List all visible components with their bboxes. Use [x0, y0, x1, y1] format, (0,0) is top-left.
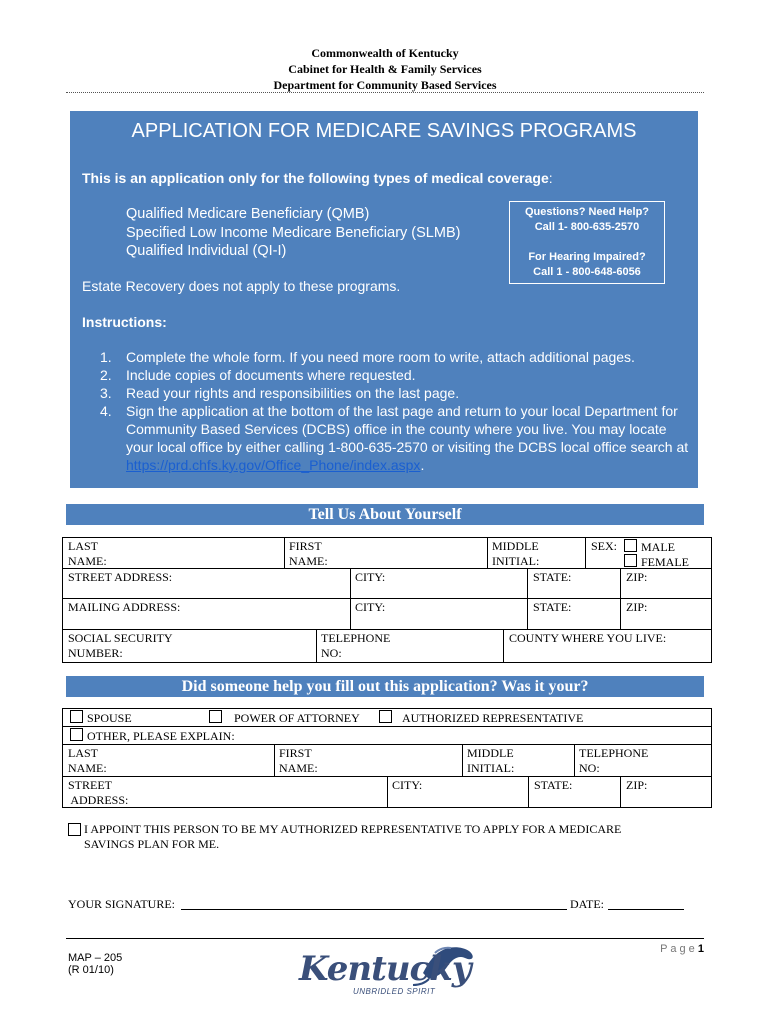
date-line[interactable]: [608, 909, 684, 910]
help-phone: Call 1- 800-635-2570: [534, 221, 640, 233]
helper-state-field[interactable]: STATE:: [534, 778, 573, 792]
instruction-item: 2. Include copies of documents where requested.: [100, 367, 416, 383]
page-indicator: P a g e 1: [660, 943, 704, 955]
header-divider: [66, 92, 704, 93]
section-heading-helper: Did someone help you fill out this application? Was it your?: [66, 676, 704, 697]
program-qi: Qualified Individual (QI-I): [126, 243, 287, 259]
applicant-info-form: [62, 537, 712, 663]
authorized-rep-checkbox[interactable]: [379, 710, 392, 723]
form-revision: (R 01/10): [68, 964, 114, 976]
date-label: DATE:: [570, 897, 604, 911]
program-qmb: Qualified Medicare Beneficiary (QMB): [126, 206, 370, 222]
poa-option[interactable]: POWER OF ATTORNEY: [209, 710, 360, 726]
instruction-item: 1. Complete the whole form. If you need more room to write, attach additional pages.: [100, 349, 635, 365]
authorized-rep-option[interactable]: AUTHORIZED REPRESENTATIVE: [379, 710, 583, 726]
spouse-option[interactable]: SPOUSE: [70, 710, 132, 726]
office-search-link[interactable]: https://prd.chfs.ky.gov/Office_Phone/index.aspx: [126, 457, 421, 473]
first-name-field[interactable]: FIRST NAME:: [289, 539, 328, 568]
other-option[interactable]: OTHER, PLEASE EXPLAIN:: [70, 728, 235, 744]
appoint-text: I APPOINT THIS PERSON TO BE MY AUTHORIZED REPRESENTATIVE TO APPLY FOR A MEDICARE SAVINGS PLAN FOR ME.: [84, 822, 622, 851]
telephone-field[interactable]: TELEPHONE NO:: [321, 631, 391, 660]
estate-recovery-note: Estate Recovery does not apply to these programs.: [82, 278, 401, 294]
poa-checkbox[interactable]: [209, 710, 222, 723]
state-field[interactable]: STATE:: [533, 570, 572, 584]
instructions-list: [100, 348, 690, 474]
street-address-field[interactable]: STREET ADDRESS:: [68, 570, 173, 584]
city-field[interactable]: CITY:: [355, 570, 386, 584]
appoint-statement[interactable]: [68, 822, 621, 852]
helper-first-name-field[interactable]: FIRST NAME:: [279, 746, 318, 775]
helper-zip-field[interactable]: ZIP:: [626, 778, 648, 792]
logo-tagline: UNBRIDLED SPIRIT: [353, 987, 436, 996]
male-checkbox[interactable]: [624, 539, 637, 552]
signature-line[interactable]: [181, 909, 567, 910]
last-name-field[interactable]: LAST NAME:: [68, 539, 107, 568]
helper-info-form: [62, 708, 712, 808]
footer-divider: [66, 938, 704, 939]
kentucky-logo: [295, 943, 480, 1001]
middle-initial-field[interactable]: MIDDLE INITIAL:: [492, 539, 540, 568]
instruction-item: 4. Sign the application at the bottom of the last page and return to your local Department for Community Based Services (DCBS) office in the county where you live. You may locate your local office by either calling 1-800-635-2570 or visiting the DCBS local office search at https://prd.chfs.ky.gov/Office_Phone/index.aspx.: [100, 403, 689, 473]
mailing-city-field[interactable]: CITY:: [355, 600, 386, 614]
header-cabinet: Cabinet for Health & Family Services: [288, 62, 482, 76]
helper-city-field[interactable]: CITY:: [392, 778, 423, 792]
help-box: [509, 201, 665, 284]
signature-label: YOUR SIGNATURE:: [68, 897, 176, 911]
mailing-zip-field[interactable]: ZIP:: [626, 600, 648, 614]
helper-telephone-field[interactable]: TELEPHONE NO:: [579, 746, 649, 775]
mailing-address-field[interactable]: MAILING ADDRESS:: [68, 600, 181, 614]
coverage-intro: This is an application only for the following types of medical coverage:: [82, 170, 553, 186]
header-commonwealth: Commonwealth of Kentucky: [311, 46, 459, 60]
help-hearing-phone: Call 1 - 800-648-6056: [533, 266, 641, 278]
spouse-checkbox[interactable]: [70, 710, 83, 723]
instructions-heading: Instructions:: [82, 314, 167, 330]
instruction-item: 3. Read your rights and responsibilities on the last page.: [100, 385, 460, 401]
help-hearing: For Hearing Impaired?: [528, 251, 646, 263]
appoint-checkbox[interactable]: [68, 823, 81, 836]
female-checkbox[interactable]: [624, 554, 637, 567]
form-id: MAP – 205: [68, 952, 123, 964]
zip-field[interactable]: ZIP:: [626, 570, 648, 584]
logo-word: Kentucky: [299, 949, 471, 989]
help-questions: Questions? Need Help?: [524, 206, 650, 218]
sex-label: SEX:: [591, 539, 618, 553]
sex-male-option[interactable]: MALE: [624, 539, 675, 555]
program-slmb: Specified Low Income Medicare Beneficiary (SLMB): [126, 225, 461, 241]
header-department: Department for Community Based Services: [273, 78, 497, 92]
other-checkbox[interactable]: [70, 728, 83, 741]
mailing-state-field[interactable]: STATE:: [533, 600, 572, 614]
ssn-field[interactable]: SOCIAL SECURITY NUMBER:: [68, 631, 173, 660]
info-panel: [70, 111, 698, 488]
section-heading-about-yourself: Tell Us About Yourself: [66, 504, 704, 525]
county-field[interactable]: COUNTY WHERE YOU LIVE:: [509, 631, 667, 645]
helper-street-field[interactable]: STREET ADDRESS:: [68, 778, 129, 807]
helper-middle-initial-field[interactable]: MIDDLE INITIAL:: [467, 746, 515, 775]
form-title: APPLICATION FOR MEDICARE SAVINGS PROGRAMS: [131, 120, 637, 142]
sex-female-option[interactable]: FEMALE: [624, 554, 689, 570]
helper-last-name-field[interactable]: LAST NAME:: [68, 746, 107, 775]
